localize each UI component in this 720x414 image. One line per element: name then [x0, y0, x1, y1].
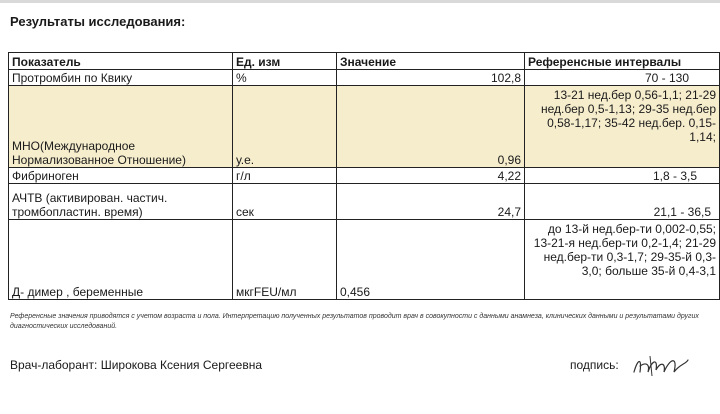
cell-indicator: Фибриноген [9, 168, 233, 184]
cell-value: 0,456 [337, 220, 525, 300]
cell-unit: г/л [233, 168, 337, 184]
cell-reference: до 13-й нед.бер-ти 0,002-0,55; 13-21-я нед.бер-ти 0,2-1,4; 21-29 нед.бер-ти 0,3-1,7; 29-35-й 0,3-3,0; больше 35-й 0,4-3,1 [525, 220, 720, 300]
cell-value: 0,96 [337, 86, 525, 168]
cell-indicator: Д- димер , беременные [9, 220, 233, 300]
cell-indicator: АЧТВ (активирован. частич. тромбопластин. время) [9, 184, 233, 220]
header-reference: Референсные интервалы [525, 53, 720, 70]
table-row [9, 168, 720, 184]
cell-unit: мкгFEU/мл [233, 220, 337, 300]
reference-note: Референсные значения приводятся с учетом возраста и пола. Интерпретацию полученных результатов проводит врач в совокупности с данными анамнеза, клинических данными и результатами других диагностических исследований. [10, 313, 699, 330]
doctor-name: Врач-лаборант: Широкова Ксения Сергеевна [10, 358, 263, 372]
table-header-row [9, 53, 720, 70]
header-unit: Ед. изм [233, 53, 337, 70]
table-row [9, 220, 720, 300]
table-row [9, 184, 720, 220]
cell-reference: 70 - 130 [525, 70, 720, 86]
cell-reference: 21,1 - 36,5 [525, 184, 720, 220]
cell-value: 102,8 [337, 70, 525, 86]
cell-reference: 13-21 нед.бер 0,56-1,1; 21-29 нед.бер 0,5-1,13; 29-35 нед.бер 0,58-1,17; 35-42 нед.бер. 0,15-1,14; [525, 86, 720, 168]
table-row [9, 70, 720, 86]
cell-unit: сек [233, 184, 337, 220]
table-row [9, 86, 720, 168]
signature-label: подпись: [570, 358, 619, 372]
header-indicator: Показатель [9, 53, 233, 70]
results-table [8, 52, 720, 300]
cell-indicator: МНО(Международное Нормализованное Отношение) [9, 86, 233, 168]
top-border [0, 0, 720, 3]
cell-unit: % [233, 70, 337, 86]
cell-value: 4,22 [337, 168, 525, 184]
cell-unit: у.е. [233, 86, 337, 168]
signature-image [630, 352, 692, 380]
cell-value: 24,7 [337, 184, 525, 220]
header-value: Значение [337, 53, 525, 70]
page-title: Результаты исследования: [10, 14, 186, 29]
cell-reference: 1,8 - 3,5 [525, 168, 720, 184]
cell-indicator: Протромбин по Квику [9, 70, 233, 86]
